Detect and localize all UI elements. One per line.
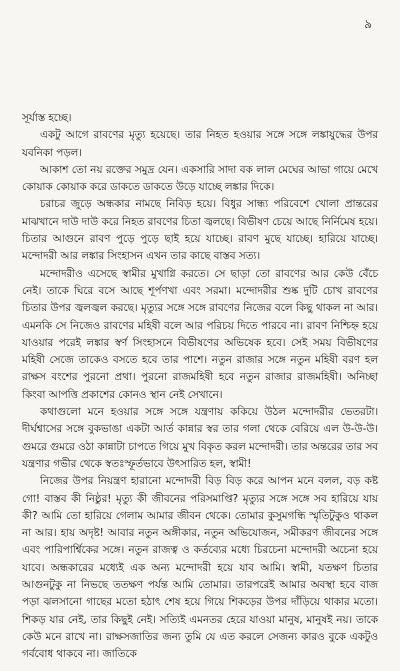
paragraph: সূর্যাস্ত হচ্ছে। <box>22 112 72 124</box>
paragraph: চরাচর জুড়ে অন্ধকার নামছে নিবিড় হয়ে। বিধুর সান্ধ্য পরিবেশে খোলা প্রান্তরের মাঝখানে দাউ দাউ করে নিহত রাবণের চিতা জ্বলছে। বিভীষণ চেয়ে আছে নির্নিমেষ হয়ে। চিতার আগুনে রাবণ পুড়ে পুড়ে ছাই হয়ে যাচ্ছে। রাবণ মুছে যাচ্ছে। হারিয়ে যাচ্ছে। মন্দোদরী আর লঙ্কার সিংহাসন এখন তার কাছে বাস্তব সত্য। <box>22 198 378 263</box>
paragraph: আকাশ তো নয় রক্তের সমুদ্র যেন। একসারি সাদা বক লাল মেঘের আভা গায়ে মেখে কোয়াক কোয়াক করে ডাকতে ডাকতে উড়ে যাচ্ছে লঙ্কার দিকে। <box>22 163 378 194</box>
page-number: ৯ <box>364 17 372 31</box>
paragraph: কথাগুলো মনে হওয়ার সঙ্গে সঙ্গে যন্ত্রণায় ককিয়ে উঠল মন্দোদরীর ভেতরটা। দীর্ঘশ্বাসের সঙ্গে বুকভাঙা একটা আর্ত কান্নার স্বর তার গলা থেকে বেরিয়ে এল উ-উ-উ। গুমরে গুমরে ওঠা কান্নাটা চাপতে গিয়ে মুখ বিকৃত করল মন্দোদরী। তার অন্তরের তার সব যন্ত্রণার গভীর থেকে স্বতঃস্ফূর্তভাবে উৎসারিত হল, স্বামী! <box>22 406 378 470</box>
paragraph: নিজের উপর নিয়ন্ত্রণ হারানো মন্দোদরী বিড় বিড় করে আপন মনে বলল, বড় কষ্ট গো! বাস্তব কী নিষ্ঠুর! মৃত্যু কী জীবনের পরিসমাপ্তি? মৃত্যুর সঙ্গে সঙ্গে সব হারিয়ে যায় কী? আমি তো হারিয়ে গেলাম আমার জীবন থেকে। তোমার কুসুমগন্ধি স্মৃতিটুকুও থাকল না আর। হায় অদৃষ্ট! আবার নতুন অঙ্গীকার, নতুন অভিযোজন, সমীকরণ জীবনের সঙ্গে এবং পারিপার্শ্বিকের সঙ্গে। নতুন রাজত্ব ও কর্তব্যের মধ্যে চিরচেনা মন্দোদরী অচেনা হয়ে যাবে। অন্ধকারের মধ্যেই এক অন্য মন্দোদরী হয়ে যাব আমি। স্বামী, যতক্ষণ চিতার আগুনটুকু না নিভছে ততক্ষণ পর্যন্ত আমি তোমার। তারপরেই আমার অবস্থা হবে বাজ পড়া ঝলসানো গাছের মতো হঠাৎ শেষ হয়ে গিয়ে শিকড়ের উপর দাঁড়িয়ে থাকার মতো। শিকড় যার নেই, তার কিছুই নেই। সত্যিই এমনতর হেরে যাওয়া মানুষ, মানুষই নয়। তাকে কেউ মনে রাখে না। রাক্ষসজাতির জন্য তুমি যে এত করলে সেজন্য কারও বুকে একটুও গর্ববোধ থাকবে না। জাতিকে <box>22 475 378 661</box>
paragraph: একটু আগে রাবণের মৃত্যু হয়েছে। তার নিহত হওয়ার সঙ্গে সঙ্গে লঙ্কাযুদ্ধের উপর যবনিকা পড়ল। <box>22 129 378 159</box>
body-text <box>22 110 378 664</box>
paragraph: মন্দোদরীও এসেছে স্বামীর মুখাগ্নি করতে। সে ছাড়া তো রাবণের আর কেউ বেঁচে নেই। তাকে ঘিরে বসে আছে শূর্পণখা এবং সরমা। মন্দোদরীর শুষ্ক দুটি চোখ রাবণের চিতার উপর জ্বলজ্বল করছে। মৃত্যুর সঙ্গে সঙ্গে রাবণের নিজের বলে কিছু থাকল না আর। এমনকি সে নিজেও রাবণের মহিষী বলে আর পরিচয় দিতে পারবে না। রাবণ নিশ্চিহ্ন হয়ে যাওয়ার পরেই লঙ্কার স্বর্ণ সিংহাসনে বিভীষণের অভিষেক হবে। সেই সময় বিভীষণের মহিষী সেজে তাকেও বসতে হবে তার পাশে। নতুন রাজার সঙ্গে নতুন মহিষী বরণ হল রাক্ষস বংশের পুরনো প্রথা। পুরনো রাজমহিষী হবে নতুন রাজার রাজমহিষী। অনিচ্ছা কিংবা আপত্তি প্রকাশের কোনও স্থান নেই সেখানে। <box>22 267 378 401</box>
